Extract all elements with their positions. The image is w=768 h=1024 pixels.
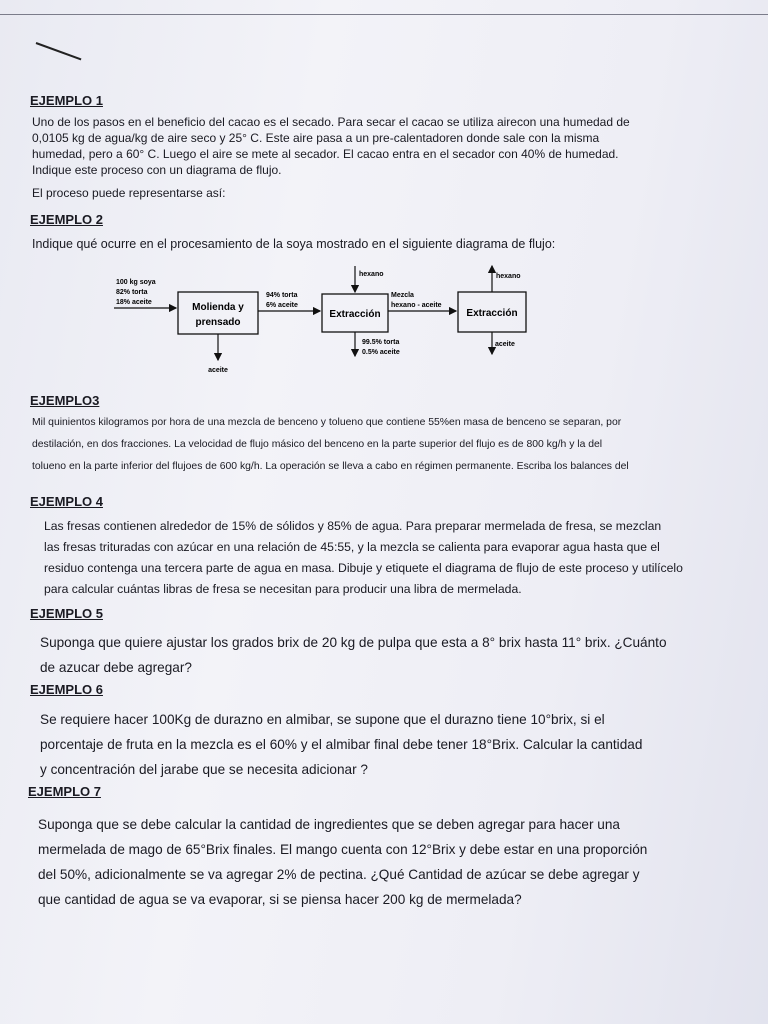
ejemplo-3-text xyxy=(32,412,732,478)
ejemplo-1-text xyxy=(32,114,722,178)
hexane-out-label: hexano xyxy=(496,273,521,280)
ejemplo-1-heading: EJEMPLO 1 xyxy=(30,93,103,108)
ejemplo-2-heading: EJEMPLO 2 xyxy=(30,212,103,227)
feed-label-2: 82% torta xyxy=(116,289,148,296)
stream2-label-2: hexano - aceite xyxy=(391,302,442,309)
ejemplo-1-note: El proceso puede representarse así: xyxy=(32,186,226,200)
text-line: Indique este proceso con un diagrama de flujo. xyxy=(32,163,282,177)
text-line: porcentaje de fruta en la mezcla es el 60% y el almibar final debe tener 18°Brix. Calcular la cantidad xyxy=(40,737,643,752)
ejemplo-3-heading: EJEMPLO3 xyxy=(30,393,100,408)
stream1-label-1: 94% torta xyxy=(266,292,298,299)
ejemplo-7-text xyxy=(38,812,728,912)
text-line: del 50%, adicionalmente se va agregar 2% de pectina. ¿Qué Cantidad de azúcar se debe agregar y xyxy=(38,867,640,882)
molienda-label-2: prensado xyxy=(195,317,241,328)
ejemplo-6-heading: EJEMPLO 6 xyxy=(30,682,103,697)
soy-flow-diagram xyxy=(100,262,540,380)
stream1-label-2: 6% aceite xyxy=(266,302,298,309)
text-line: de azucar debe agregar? xyxy=(40,660,192,675)
hexane-in-label: hexano xyxy=(359,271,384,278)
pen-mark xyxy=(36,42,82,60)
ejemplo-5-text xyxy=(40,630,730,680)
extraccion-2-label: Extracción xyxy=(466,308,518,319)
text-line: mermelada de mago de 65°Brix finales. El mango cuenta con 12°Brix y debe estar en una proporción xyxy=(38,842,648,857)
text-line: y concentración del jarabe que se necesita adicionar ? xyxy=(40,762,368,777)
ejemplo-5-heading: EJEMPLO 5 xyxy=(30,606,103,621)
text-line: destilación, en dos fracciones. La velocidad de flujo másico del benceno en la parte superior del flujo es de 800 kg/h y la del xyxy=(32,439,603,450)
box3-bottom-label: aceite xyxy=(495,341,515,348)
ejemplo-6-text xyxy=(40,707,730,782)
text-line: humedad, pero a 60° C. Luego el aire se mete al secador. El cacao entra en el secador con 40% de humedad. xyxy=(32,147,619,161)
text-line: las fresas trituradas con azúcar en una relación de 45:55, y la mezcla se calienta para evaporar agua hasta que el xyxy=(44,540,660,554)
feed-label-3: 18% aceite xyxy=(116,299,152,306)
page-top-rule xyxy=(0,14,768,15)
box2-bottom-label-2: 0.5% aceite xyxy=(362,349,400,356)
text-line: Suponga que quiere ajustar los grados brix de 20 kg de pulpa que esta a 8° brix hasta 11° brix. ¿Cuánto xyxy=(40,635,667,650)
text-line: para calcular cuántas libras de fresa se necesitan para producir una libra de mermelada. xyxy=(44,582,522,596)
feed-label-1: 100 kg soya xyxy=(116,279,156,286)
text-line: Uno de los pasos en el beneficio del cacao es el secado. Para secar el cacao se utiliza airecon una humedad de xyxy=(32,115,630,129)
ejemplo-4-text xyxy=(44,516,724,600)
text-line: residuo contenga una tercera parte de agua en masa. Dibuje y etiquete el diagrama de flujo de este proceso y utilícelo xyxy=(44,561,683,575)
ejemplo-4-heading: EJEMPLO 4 xyxy=(30,494,103,509)
text-line: 0,0105 kg de agua/kg de aire seco y 25° C. Este aire pasa a un pre-calentadoren donde sale con la misma xyxy=(32,131,600,145)
text-line: Mil quinientos kilogramos por hora de una mezcla de benceno y tolueno que contiene 55%en masa de benceno se separan, por xyxy=(32,417,622,428)
text-line: Suponga que se debe calcular la cantidad de ingredientes que se deben agregar para hacer una xyxy=(38,817,620,832)
text-line: Se requiere hacer 100Kg de durazno en almibar, se supone que el durazno tiene 10°brix, si el xyxy=(40,712,605,727)
molienda-label-1: Molienda y xyxy=(192,302,244,313)
extraccion-1-label: Extracción xyxy=(329,309,381,320)
ejemplo-7-heading: EJEMPLO 7 xyxy=(28,784,101,799)
aceite-out-label: aceite xyxy=(208,367,228,374)
text-line: Las fresas contienen alrededor de 15% de sólidos y 85% de agua. Para preparar mermelada de fresa, se mezclan xyxy=(44,519,662,533)
ejemplo-2-question: Indique qué ocurre en el procesamiento de la soya mostrado en el siguiente diagrama de flujo: xyxy=(32,237,556,251)
text-line: que cantidad de agua se va evaporar, si se piensa hacer 200 kg de mermelada? xyxy=(38,892,522,907)
stream2-label-1: Mezcla xyxy=(391,292,414,299)
box2-bottom-label-1: 99.5% torta xyxy=(362,339,400,346)
text-line: tolueno en la parte inferior del flujoes de 600 kg/h. La operación se lleva a cabo en régimen permanente. Escriba los balances del xyxy=(32,461,629,472)
